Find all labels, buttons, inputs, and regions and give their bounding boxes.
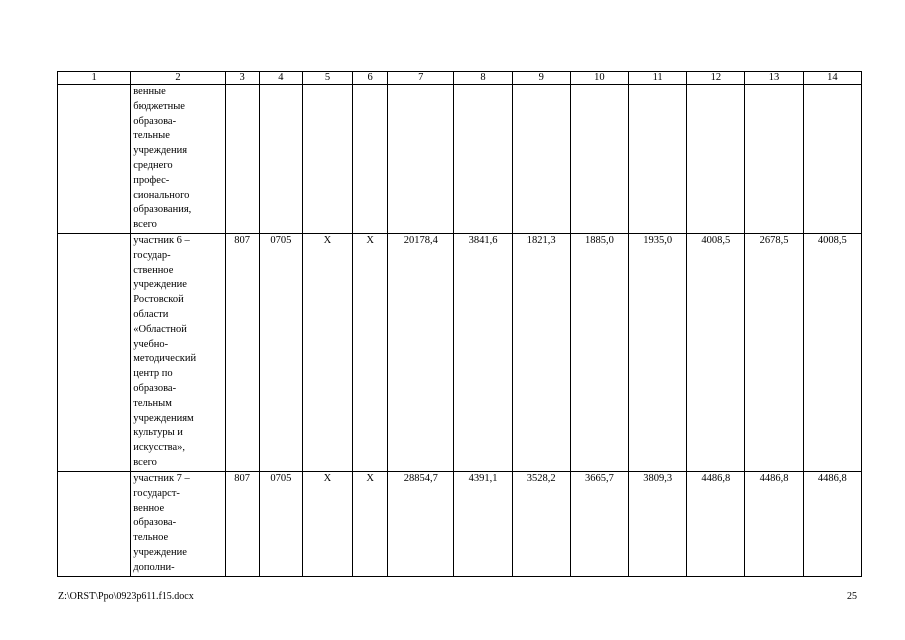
- column-number: 5: [302, 72, 352, 85]
- name-line: образова-: [133, 517, 177, 529]
- column-number: 12: [687, 72, 745, 85]
- value-cell: [454, 85, 512, 234]
- row-number-cell: [58, 85, 131, 234]
- column-number: 10: [570, 72, 628, 85]
- name-line: тельное: [133, 532, 169, 544]
- value-cell: X: [302, 233, 352, 471]
- column-number: 6: [353, 72, 388, 85]
- column-number-row: [58, 72, 862, 85]
- value-cell: [745, 85, 803, 234]
- name-line: образования,: [133, 204, 192, 216]
- name-line: центр по: [133, 368, 173, 380]
- name-line: всего: [133, 219, 157, 231]
- value-cell: 807: [225, 233, 259, 471]
- name-line: всего: [133, 456, 157, 468]
- column-number: 3: [225, 72, 259, 85]
- name-line: профес-: [133, 174, 170, 186]
- value-cell: 3665,7: [570, 471, 628, 576]
- value-cell: 4008,5: [687, 233, 745, 471]
- name-line: венные: [133, 86, 166, 97]
- value-cell: 3841,6: [454, 233, 512, 471]
- name-line: учреждения: [133, 145, 188, 157]
- name-line: образова-: [133, 382, 177, 394]
- participant-name-cell: [131, 471, 225, 576]
- name-line: образова-: [133, 115, 177, 127]
- value-cell: 2678,5: [745, 233, 803, 471]
- value-cell: [225, 85, 259, 234]
- column-number: 2: [131, 72, 225, 85]
- value-cell: 4486,8: [687, 471, 745, 576]
- value-cell: [687, 85, 745, 234]
- value-cell: [353, 85, 388, 234]
- column-number: 1: [58, 72, 131, 85]
- value-cell: 1935,0: [629, 233, 687, 471]
- table-body: [58, 72, 862, 577]
- value-cell: 1885,0: [570, 233, 628, 471]
- table-row: [58, 233, 862, 471]
- value-cell: 20178,4: [388, 233, 454, 471]
- name-line: «Областной: [133, 323, 187, 335]
- value-cell: 1821,3: [512, 233, 570, 471]
- name-line: среднего: [133, 159, 173, 171]
- name-line: Ростовской: [133, 294, 184, 306]
- value-cell: [388, 85, 454, 234]
- name-line: венное: [133, 502, 165, 514]
- value-cell: [629, 85, 687, 234]
- name-line: искусства»,: [133, 442, 186, 454]
- page-number: 25: [847, 591, 857, 602]
- column-number: 14: [803, 72, 861, 85]
- column-number: 9: [512, 72, 570, 85]
- column-number: 4: [259, 72, 302, 85]
- table-row: [58, 85, 862, 234]
- name-line: учреждениям: [133, 412, 194, 424]
- name-line: тельные: [133, 130, 170, 142]
- name-line: государст-: [133, 487, 180, 499]
- name-line: методический: [133, 353, 197, 365]
- name-line: области: [133, 308, 169, 320]
- name-line: дополни-: [133, 561, 175, 573]
- value-cell: X: [353, 471, 388, 576]
- value-cell: 4391,1: [454, 471, 512, 576]
- row-number-cell: [58, 233, 131, 471]
- name-line: учебно-: [133, 338, 169, 350]
- column-number: 7: [388, 72, 454, 85]
- column-number: 11: [629, 72, 687, 85]
- value-cell: 3809,3: [629, 471, 687, 576]
- participant-name-cell: [131, 233, 225, 471]
- name-line: сионального: [133, 189, 190, 201]
- value-cell: 4486,8: [803, 471, 861, 576]
- column-number: 8: [454, 72, 512, 85]
- value-cell: 3528,2: [512, 471, 570, 576]
- value-cell: 0705: [259, 471, 302, 576]
- value-cell: X: [302, 471, 352, 576]
- name-line: участник 6 –: [133, 234, 190, 246]
- name-line: учреждение: [133, 546, 187, 558]
- value-cell: [259, 85, 302, 234]
- participant-name-cell: [131, 85, 225, 234]
- name-line: участник 7 –: [133, 472, 190, 484]
- budget-table: [57, 71, 862, 577]
- value-cell: 807: [225, 471, 259, 576]
- value-cell: X: [353, 233, 388, 471]
- value-cell: [302, 85, 352, 234]
- value-cell: 4008,5: [803, 233, 861, 471]
- value-cell: [570, 85, 628, 234]
- name-line: тельным: [133, 397, 172, 409]
- name-line: бюджетные: [133, 100, 185, 112]
- name-line: культуры и: [133, 427, 183, 439]
- name-line: учреждение: [133, 279, 187, 291]
- name-line: ственное: [133, 264, 174, 276]
- name-line: государ-: [133, 249, 171, 261]
- file-path: Z:\ORST\Ppo\0923p611.f15.docx: [58, 591, 194, 602]
- value-cell: 4486,8: [745, 471, 803, 576]
- table-row: [58, 471, 862, 576]
- value-cell: [512, 85, 570, 234]
- value-cell: 0705: [259, 233, 302, 471]
- column-number: 13: [745, 72, 803, 85]
- row-number-cell: [58, 471, 131, 576]
- value-cell: 28854,7: [388, 471, 454, 576]
- value-cell: [803, 85, 861, 234]
